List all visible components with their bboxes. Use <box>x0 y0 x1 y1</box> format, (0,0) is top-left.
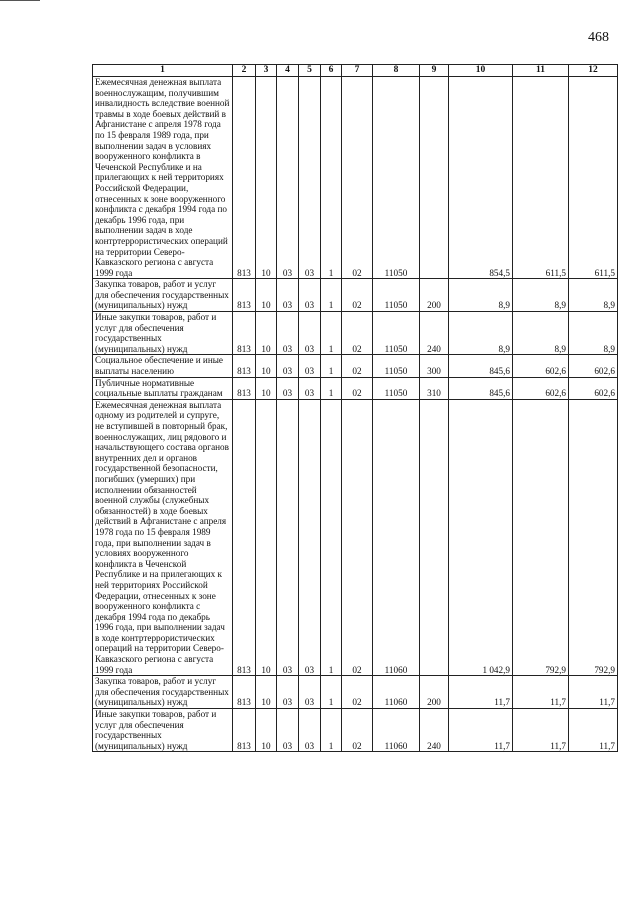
table-row <box>93 77 618 279</box>
cell-amount-2: 8,9 <box>513 279 569 312</box>
cell-event: 02 <box>342 312 373 355</box>
cell-subprogram: 1 <box>321 399 342 675</box>
cell-amount-1: 845,6 <box>449 355 513 377</box>
cell-section: 10 <box>256 279 277 312</box>
table-row <box>93 399 618 675</box>
cell-direction: 11060 <box>373 676 420 709</box>
cell-amount-1: 8,9 <box>449 279 513 312</box>
cell-ministry: 813 <box>233 312 256 355</box>
col-header: 3 <box>256 65 277 77</box>
cell-program: 03 <box>299 399 321 675</box>
cell-subsection: 03 <box>277 279 299 312</box>
cell-amount-3: 8,9 <box>569 312 618 355</box>
cell-ministry: 813 <box>233 676 256 709</box>
col-header: 12 <box>569 65 618 77</box>
row-description: Ежемесячная денежная выплата военнослужащим, получившим инвалидность вследствие военной травмы в ходе боевых действий в Афганистане с апреля 1978 года по 15 февраля 1989 года, при выполнении задач в условиях вооруженного конфликта в Чеченской Республике и на прилегающих к ней территориях Российской Федерации, отнесенных к зоне вооруженного конфликта с декабря 1994 года по декабрь 1996 года, при выполнении задач в ходе контртеррористических операций на территории Северо-Кавказского региона с августа 1999 года <box>93 77 233 279</box>
cell-direction: 11050 <box>373 355 420 377</box>
cell-amount-1: 11,7 <box>449 676 513 709</box>
col-header: 11 <box>513 65 569 77</box>
cell-subsection: 03 <box>277 312 299 355</box>
cell-expense-type: 200 <box>420 676 449 709</box>
cell-section: 10 <box>256 676 277 709</box>
cell-expense-type: 240 <box>420 312 449 355</box>
cell-subprogram: 1 <box>321 709 342 752</box>
cell-event: 02 <box>342 399 373 675</box>
cell-program: 03 <box>299 312 321 355</box>
cell-event: 02 <box>342 77 373 279</box>
cell-subsection: 03 <box>277 77 299 279</box>
page-number: 468 <box>588 30 609 45</box>
header-row <box>93 65 618 77</box>
cell-program: 03 <box>299 279 321 312</box>
cell-amount-3: 11,7 <box>569 676 618 709</box>
cell-amount-1: 1 042,9 <box>449 399 513 675</box>
corner-scan-mark <box>0 0 40 1</box>
cell-amount-1: 854,5 <box>449 77 513 279</box>
col-header: 5 <box>299 65 321 77</box>
cell-direction: 11050 <box>373 377 420 399</box>
cell-amount-1: 8,9 <box>449 312 513 355</box>
cell-ministry: 813 <box>233 355 256 377</box>
row-description: Публичные нормативные социальные выплаты гражданам <box>93 377 233 399</box>
cell-subsection: 03 <box>277 377 299 399</box>
table-row <box>93 312 618 355</box>
col-header: 1 <box>93 65 233 77</box>
col-header: 8 <box>373 65 420 77</box>
cell-program: 03 <box>299 709 321 752</box>
col-header: 7 <box>342 65 373 77</box>
cell-direction: 11060 <box>373 709 420 752</box>
cell-program: 03 <box>299 676 321 709</box>
row-description: Социальное обеспечение и иные выплаты населению <box>93 355 233 377</box>
cell-event: 02 <box>342 377 373 399</box>
table-row <box>93 279 618 312</box>
cell-event: 02 <box>342 676 373 709</box>
row-description: Ежемесячная денежная выплата одному из родителей и супруге, не вступившей в повторный брак, военнослужащих, лиц рядового и начальствующего состава органов внутренних дел и органов государственной безопасности, погибших (умерших) при исполнении обязанностей военной службы (служебных обязанностей) в ходе боевых действий в Афганистане с апреля 1978 года по 15 февраля 1989 года, при выполнении задач в условиях вооруженного конфликта в Чеченской Республике и на прилегающих к ней территориях Российской Федерации, отнесенных к зоне вооруженного конфликта с декабря 1994 года по декабрь 1996 года, при выполнении задач в ходе контртеррористических операций на территории Северо-Кавказского региона с августа 1999 года <box>93 399 233 675</box>
cell-ministry: 813 <box>233 709 256 752</box>
cell-amount-3: 792,9 <box>569 399 618 675</box>
cell-subprogram: 1 <box>321 377 342 399</box>
cell-ministry: 813 <box>233 77 256 279</box>
cell-subsection: 03 <box>277 355 299 377</box>
table-row <box>93 676 618 709</box>
cell-expense-type: 240 <box>420 709 449 752</box>
cell-amount-3: 602,6 <box>569 377 618 399</box>
cell-subprogram: 1 <box>321 77 342 279</box>
cell-section: 10 <box>256 709 277 752</box>
cell-expense-type <box>420 77 449 279</box>
cell-subsection: 03 <box>277 709 299 752</box>
cell-direction: 11050 <box>373 77 420 279</box>
row-description: Закупка товаров, работ и услуг для обеспечения государственных (муниципальных) нужд <box>93 676 233 709</box>
cell-event: 02 <box>342 279 373 312</box>
cell-event: 02 <box>342 709 373 752</box>
cell-program: 03 <box>299 77 321 279</box>
cell-subsection: 03 <box>277 399 299 675</box>
cell-amount-3: 8,9 <box>569 279 618 312</box>
table-row <box>93 355 618 377</box>
cell-amount-2: 11,7 <box>513 676 569 709</box>
table-row <box>93 377 618 399</box>
cell-amount-1: 11,7 <box>449 709 513 752</box>
cell-amount-1: 845,6 <box>449 377 513 399</box>
col-header: 6 <box>321 65 342 77</box>
cell-expense-type: 300 <box>420 355 449 377</box>
cell-ministry: 813 <box>233 279 256 312</box>
cell-section: 10 <box>256 355 277 377</box>
cell-expense-type: 200 <box>420 279 449 312</box>
cell-subprogram: 1 <box>321 279 342 312</box>
cell-section: 10 <box>256 377 277 399</box>
cell-amount-2: 792,9 <box>513 399 569 675</box>
cell-event: 02 <box>342 355 373 377</box>
row-description: Закупка товаров, работ и услуг для обеспечения государственных (муниципальных) нужд <box>93 279 233 312</box>
cell-amount-2: 11,7 <box>513 709 569 752</box>
budget-table <box>92 64 618 752</box>
cell-direction: 11060 <box>373 399 420 675</box>
cell-subprogram: 1 <box>321 676 342 709</box>
cell-ministry: 813 <box>233 377 256 399</box>
cell-ministry: 813 <box>233 399 256 675</box>
col-header: 10 <box>449 65 513 77</box>
table-row <box>93 709 618 752</box>
col-header: 2 <box>233 65 256 77</box>
cell-amount-3: 602,6 <box>569 355 618 377</box>
cell-direction: 11050 <box>373 279 420 312</box>
col-header: 9 <box>420 65 449 77</box>
row-description: Иные закупки товаров, работ и услуг для обеспечения государственных (муниципальных) нужд <box>93 312 233 355</box>
cell-amount-2: 8,9 <box>513 312 569 355</box>
cell-expense-type: 310 <box>420 377 449 399</box>
cell-amount-2: 602,6 <box>513 377 569 399</box>
row-description: Иные закупки товаров, работ и услуг для обеспечения государственных (муниципальных) нужд <box>93 709 233 752</box>
cell-amount-3: 11,7 <box>569 709 618 752</box>
cell-program: 03 <box>299 377 321 399</box>
cell-amount-3: 611,5 <box>569 77 618 279</box>
cell-subprogram: 1 <box>321 312 342 355</box>
cell-section: 10 <box>256 312 277 355</box>
cell-expense-type <box>420 399 449 675</box>
cell-amount-2: 611,5 <box>513 77 569 279</box>
col-header: 4 <box>277 65 299 77</box>
cell-subprogram: 1 <box>321 355 342 377</box>
cell-section: 10 <box>256 77 277 279</box>
cell-section: 10 <box>256 399 277 675</box>
cell-amount-2: 602,6 <box>513 355 569 377</box>
cell-subsection: 03 <box>277 676 299 709</box>
cell-program: 03 <box>299 355 321 377</box>
cell-direction: 11050 <box>373 312 420 355</box>
